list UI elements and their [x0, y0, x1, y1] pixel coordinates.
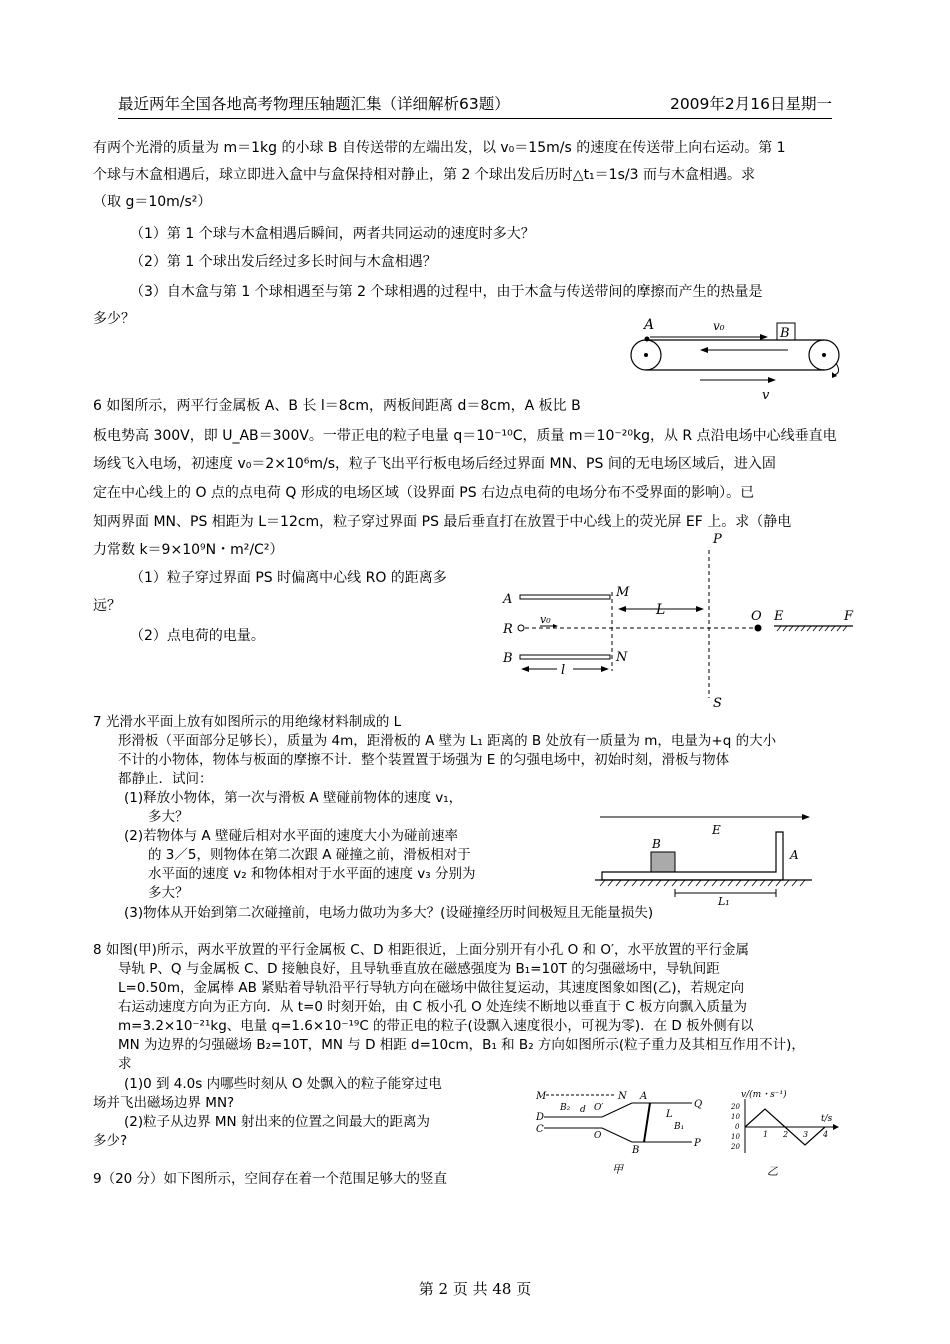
label-b: B: [780, 326, 790, 341]
label-m: M: [536, 1091, 547, 1102]
text-line: 的 3／5，则物体在第二次跟 A 碰撞之前，滑板相对于: [148, 847, 471, 863]
svg-text:4: 4: [823, 1130, 829, 1139]
label-t: t/s: [821, 1114, 833, 1124]
velocity-graph-b: [727, 1085, 847, 1180]
text-line: 板电势高 300V，即 U_AB＝300V。一带正电的粒子电量 q＝10⁻¹⁰C，质量 m＝10⁻²⁰kg，从 R 点沿电场中心线垂直电: [93, 428, 837, 444]
text-line: 多少？: [93, 311, 135, 327]
label-p: P: [694, 1138, 701, 1149]
header-title: 最近两年全国各地高考物理压轴题汇集（详细解析63题）: [118, 95, 510, 113]
text-line: 多大？: [148, 809, 189, 825]
text-line: m=3.2×10⁻²¹kg、电量 q=1.6×10⁻¹⁹C 的带正电的粒子(设飘入速度很小，可视为零)．在 D 板外侧有以: [118, 1018, 754, 1034]
text-line: 力常数 k＝9×10⁹N・m²/C²）: [93, 542, 284, 558]
svg-text:3: 3: [803, 1130, 809, 1139]
question-3: （3）自木盒与第 1 个球相遇至与第 2 个球相遇的过程中，由于木盒与传送带间的摩擦而产生的热量是: [130, 284, 763, 300]
text-line: 多少?: [93, 1133, 128, 1149]
question-3: (3)物体从开始到第二次碰撞前，电场力做功为多大？(设碰撞经历时间极短且无能量损失): [124, 905, 654, 921]
label-l1: L₁: [718, 895, 730, 908]
parallel-plates-figure: [495, 532, 865, 712]
label-f: F: [844, 609, 854, 624]
plate-b: [520, 655, 610, 659]
question-2: (2)粒子从边界 MN 射出来的位置之间最大的距离为: [124, 1114, 430, 1130]
label-v0: v₀: [713, 319, 725, 333]
label-o: O: [751, 609, 762, 624]
caption-b: 乙: [767, 1165, 778, 1178]
question-1: (1)释放小物体，第一次与滑板 A 壁碰前物体的速度 v₁，: [124, 790, 463, 806]
label-o: O: [594, 1131, 602, 1141]
label-l-big: L: [656, 602, 666, 618]
svg-text:1: 1: [763, 1130, 769, 1139]
rails-figure-a: [532, 1085, 712, 1180]
page-footer: 第 2 页 共 48 页: [418, 1280, 532, 1298]
label-a: A: [790, 848, 799, 862]
label-b: B: [632, 1145, 640, 1156]
rod-ab: [644, 1103, 650, 1142]
text-line: L=0.50m，金属棒 AB 紧贴着导轨沿平行导轨方向在磁场中做往复运动，其速度图象如图(乙)，若规定向: [118, 980, 745, 996]
l-slider: [602, 832, 783, 880]
text-line: （取 g＝10m/s²）: [93, 194, 212, 210]
l-slider-figure: [590, 812, 820, 907]
text-line: 右运动速度方向为正方向．从 t=0 时刻开始，由 C 板小孔 O 处连续不断地以垂直于 C 板方向飘入质量为: [118, 999, 748, 1015]
label-n: N: [618, 1091, 627, 1102]
text-line: 7 光滑水平面上放有如图所示的用绝缘材料制成的 L: [93, 714, 402, 730]
label-c-plate: C: [536, 1124, 544, 1135]
text-line: 场线飞入电场，初速度 v₀＝2×10⁶m/s，粒子飞出平行板电场后经过界面 MN、PS 间的无电场区域后，进入固: [93, 456, 776, 472]
text-line: 都静止．试问：: [118, 771, 213, 787]
label-l: L: [666, 1109, 673, 1120]
label-l-small: l: [561, 663, 566, 678]
text-line: 不计的小物体，物体与板面的摩擦不计．整个装置置于场强为 E 的匀强电场中，初始时刻，滑板与物体: [118, 752, 730, 768]
label-r: R: [503, 622, 513, 637]
svg-text:10: 10: [731, 1113, 740, 1121]
label-b: B: [652, 837, 661, 851]
text-line: 场并飞出磁场边界 MN?: [93, 1095, 235, 1111]
question-1: （1）第 1 个球与木盒相遇后瞬间，两者共同运动的速度时多大？: [130, 226, 535, 242]
text-line: 个球与木盒相遇后，球立即进入盒中与盒保持相对静止，第 2 个球出发后历时△t₁＝1s/3 而与木盒相遇。求: [93, 167, 755, 183]
problem-9: 9（20 分）如下图所示，空间存在着一个范围足够大的竖直: [93, 1171, 448, 1187]
header-date: 2009年2月16日星期一: [669, 95, 832, 113]
text-line: MN 为边界的匀强磁场 B₂=10T，MN 与 D 相距 d=10cm，B₁ 和 B₂ 方向如图所示(粒子重力及其相互作用不计)，: [118, 1037, 805, 1053]
label-e: E: [774, 609, 784, 624]
label-n: N: [616, 650, 628, 665]
caption-a: 甲: [612, 1163, 623, 1176]
label-a: A: [503, 592, 513, 607]
question-2: （2）第 1 个球出发后经过多长时间与木盒相遇？: [130, 254, 437, 270]
svg-text:20: 20: [731, 1143, 740, 1151]
svg-text:20: 20: [731, 1103, 740, 1111]
text-line: 多大？: [148, 885, 189, 901]
text-line: 有两个光滑的质量为 m＝1kg 的小球 B 自传送带的左端出发，以 v₀＝15m/s 的速度在传送带上向右运动。第 1: [93, 140, 786, 156]
label-o-prime: O′: [594, 1103, 604, 1113]
label-b1: B₁: [674, 1122, 685, 1132]
label-q: Q: [694, 1099, 703, 1110]
label-v0: v₀: [540, 613, 551, 626]
text-line: 远？: [93, 598, 121, 614]
page-header: [118, 92, 832, 119]
label-ylabel: v/(m・s⁻¹): [741, 1090, 787, 1100]
label-b: B: [503, 651, 513, 666]
label-s: S: [713, 696, 722, 711]
text-line: 导轨 P、Q 与金属板 C、D 接触良好，且导轨垂直放在磁感强度为 B₁=10T 的匀强磁场中，导轨间距: [118, 961, 720, 977]
label-v: v: [762, 388, 770, 403]
label-d: d: [580, 1105, 586, 1115]
text-line: 形滑板（平面部分足够长），质量为 4m，距滑板的 A 壁为 L₁ 距离的 B 处放有一质量为 m，电量为+q 的大小: [118, 733, 777, 749]
text-line: 6 如图所示，两平行金属板 A、B 长 l＝8cm，两板间距离 d＝8cm，A 板比 B: [93, 398, 581, 414]
question-1: （1）粒子穿过界面 PS 时偏离中心线 RO 的距离多: [130, 570, 447, 586]
label-p: P: [713, 532, 722, 547]
conveyor-belt-figure: [620, 315, 860, 405]
text-line: 8 如图(甲)所示，两水平放置的平行金属板 C、D 相距很近，上面分别开有小孔 O 和 O′，水平放置的平行金属: [93, 942, 750, 958]
label-e: E: [712, 823, 721, 837]
text-line: 求: [118, 1056, 132, 1072]
question-2: (2)若物体与 A 壁碰后相对水平面的速度大小为碰前速率: [124, 828, 458, 844]
label-a: A: [640, 1091, 648, 1102]
label-b2: B₂: [560, 1103, 571, 1113]
text-line: 水平面的速度 v₂ 和物体相对于水平面的速度 v₃ 分别为: [148, 866, 476, 882]
question-2: （2）点电荷的电量。: [130, 628, 265, 644]
svg-text:0: 0: [735, 1123, 740, 1131]
text-line: 知两界面 MN、PS 相距为 L＝12cm，粒子穿过界面 PS 最后垂直打在放置于中心线上的荧光屏 EF 上。求（静电: [93, 514, 792, 530]
text-line: 定在中心线上的 O 点的点电荷 Q 形成的电场区域（设界面 PS 右边点电荷的电场分布不受界面的影响）。已: [93, 485, 755, 501]
label-m: M: [616, 585, 630, 600]
question-1: (1)0 到 4.0s 内哪些时刻从 O 处飘入的粒子能穿过电: [124, 1076, 442, 1092]
svg-text:2: 2: [783, 1130, 789, 1139]
point-charge: [755, 625, 762, 632]
plate-a: [520, 595, 610, 599]
block-b: [651, 852, 675, 872]
svg-text:10: 10: [731, 1133, 740, 1141]
label-a: A: [644, 317, 655, 333]
label-d-plate: D: [536, 1112, 545, 1123]
